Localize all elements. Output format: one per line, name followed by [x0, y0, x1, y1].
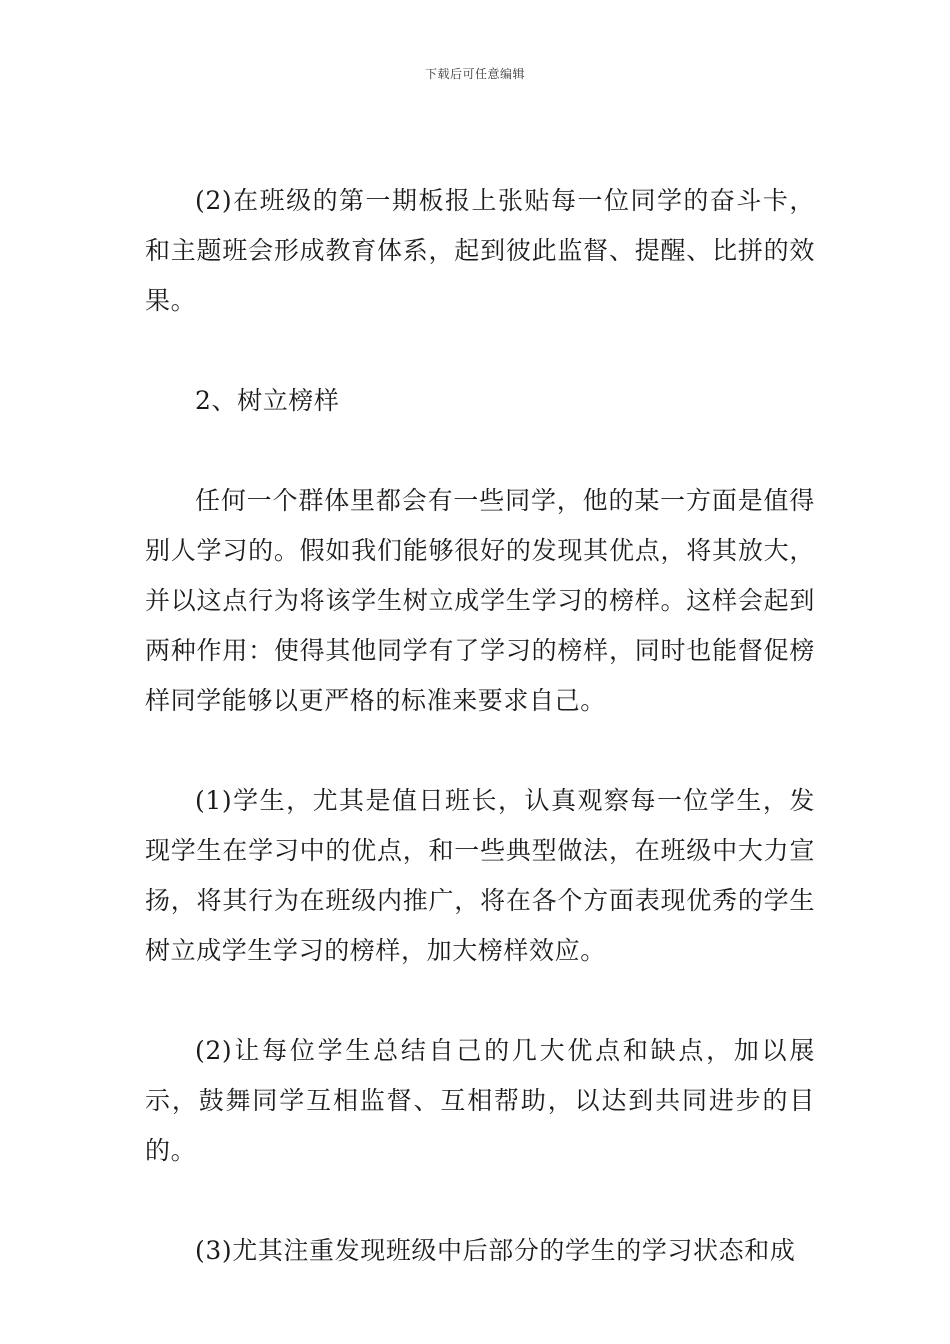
document-body — [145, 176, 815, 1276]
paragraph-role-model-intro: 任何一个群体里都会有一些同学，他的某一方面是值得别人学习的。假如我们能够很好的发现其优点，将其放大，并以这点行为将该学生树立成学生学习的榜样。这样会起到两种作用：使得其他同学有了学习的榜样，同时也能督促榜样同学能够以更严格的标准来要求自己。 — [145, 486, 815, 715]
paragraph-item-3: (3)尤其注重发现班级中后部分的学生的学习状态和成 — [195, 1236, 796, 1265]
paragraph-item-1: (1)学生，尤其是值日班长，认真观察每一位学生，发现学生在学习中的优点，和一些典型做法，在班级中大力宣扬，将其行为在班级内推广，将在各个方面表现优秀的学生树立成学生学习的榜样，加大榜样效应。 — [145, 786, 815, 965]
paragraph-gap — [145, 726, 815, 776]
page-header: 下载后可任意编辑 — [424, 67, 525, 81]
section-heading-role-models: 2、树立榜样 — [195, 386, 340, 415]
paragraph-gap — [145, 976, 815, 1026]
paragraph-item-2: (2)让每位学生总结自己的几大优点和缺点，加以展示，鼓舞同学互相监督、互相帮助，以达到共同进步的目的。 — [145, 1036, 815, 1165]
paragraph-gap — [145, 1176, 815, 1226]
paragraph-gap — [145, 326, 815, 376]
paragraph-bulletin-board: (2)在班级的第一期板报上张贴每一位同学的奋斗卡，和主题班会形成教育体系，起到彼此监督、提醒、比拼的效果。 — [145, 186, 815, 315]
paragraph-gap — [145, 426, 815, 476]
